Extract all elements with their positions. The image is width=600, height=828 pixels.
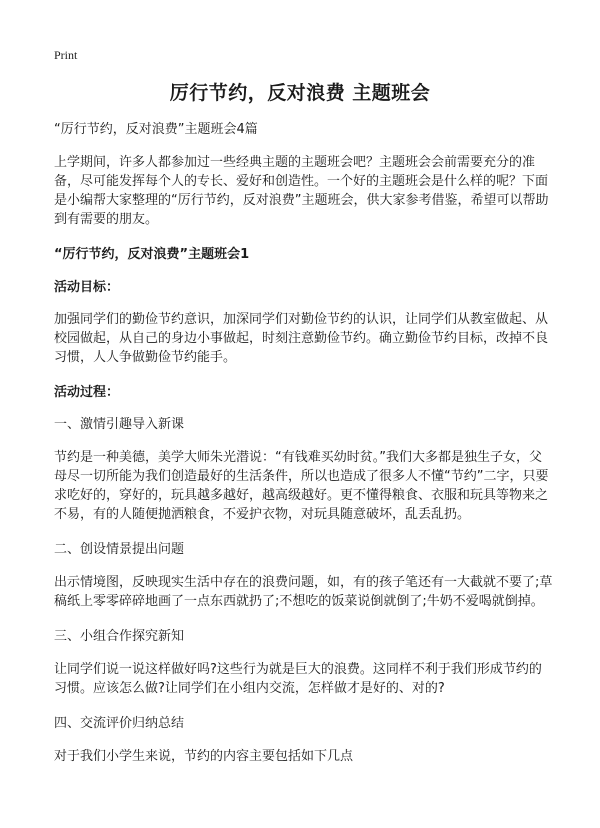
step-heading-1: 一、激情引趣导入新课 — [54, 417, 185, 432]
goal-heading: 活动目标： — [54, 280, 120, 295]
print-label[interactable]: Print — [54, 48, 78, 62]
article-subtitle: “厉行节约，反对浪费”主题班会4篇 — [54, 122, 258, 137]
step-heading-3: 三、小组合作探究新知 — [54, 629, 185, 644]
intro-paragraph: 上学期间，许多人都参加过一些经典主题的主题班会吧？主题班会会前需要充分的准备，尽可能发挥每个人的专长、爱好和创造性。一个好的主题班会是什么样的呢？下面是小编帮大家整理的“厉行节约，反对浪费”主题班会，供大家参考借鉴，希望可以帮助到有需要的朋友。 — [54, 155, 549, 227]
step-heading-2: 二、创设情景提出问题 — [54, 542, 185, 557]
step-heading-4: 四、交流评价归纳总结 — [54, 716, 185, 731]
step-paragraph-3: 让同学们说一说这样做好吗?这些行为就是巨大的浪费。这同样不利于我们形成节约的习惯。应该怎么做?让同学们在小组内交流，怎样做才是好的、对的? — [54, 662, 542, 696]
page-title: 厉行节约，反对浪费 主题班会 — [169, 82, 431, 104]
step-paragraph-1: 节约是一种美德，美学大师朱光潜说：“有钱难买幼时贫。”我们大多都是独生子女，父母尽一切所能为我们创造最好的生活条件，所以也造成了很多人不懂“节约”二字，只要求吃好的，穿好的，玩具越多越好，越高级越好。更不懂得粮食、衣服和玩具等物来之不易，有的人随便抛洒粮食，不爱护衣物，对玩具随意破坏，乱丢乱扔。 — [54, 450, 549, 522]
section-title: “厉行节约，反对浪费”主题班会1 — [54, 247, 250, 262]
article-body — [54, 120, 554, 782]
goal-paragraph: 加强同学们的勤俭节约意识，加深同学们对勤俭节约的认识，让同学们从教室做起、从校园做起，从自己的身边小事做起，时刻注意勤俭节约。确立勤俭节约目标，改掉不良习惯，人人争做勤俭节约能手。 — [54, 312, 549, 365]
process-heading: 活动过程： — [54, 385, 120, 400]
step-paragraph-4: 对于我们小学生来说，节约的内容主要包括如下几点 — [54, 749, 354, 764]
step-paragraph-2: 出示情境图，反映现实生活中存在的浪费问题，如，有的孩子笔还有一大截就不要了;草稿纸上零零碎碎地画了一点东西就扔了;不想吃的饭菜说倒就倒了;牛奶不爱喝就倒掉。 — [54, 575, 553, 609]
